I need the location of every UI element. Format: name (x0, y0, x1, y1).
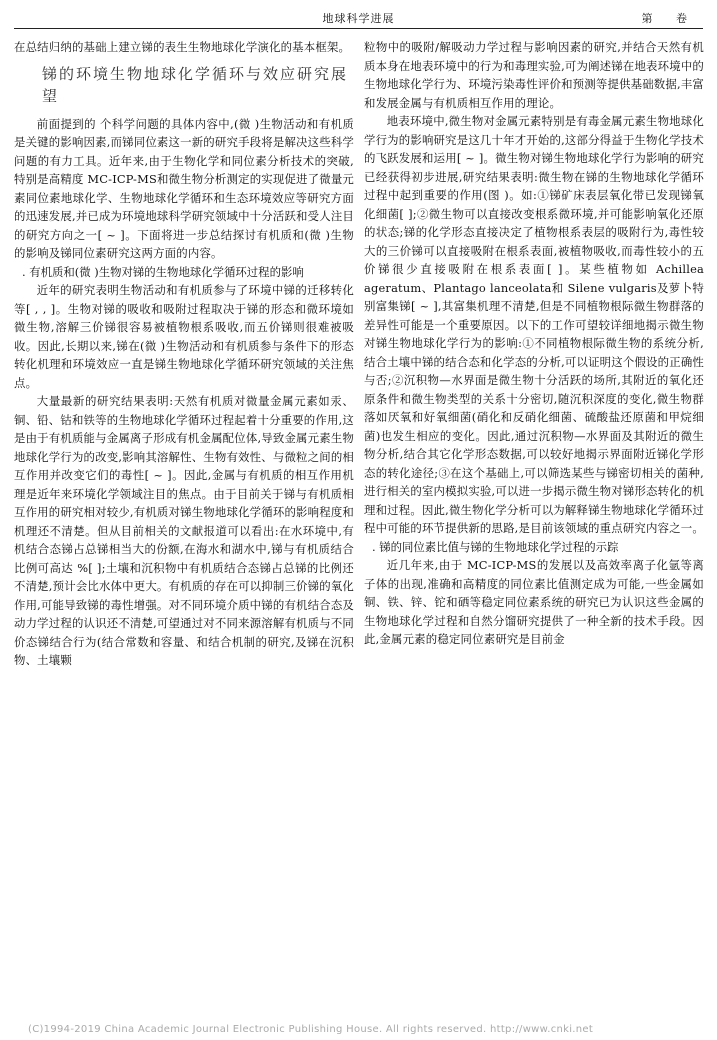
subsection-heading: . 锑的同位素比值与锑的生物地球化学过程的示踪 (372, 539, 619, 554)
right-column (364, 38, 704, 649)
left-column (14, 38, 354, 670)
paragraph-continued: 粒物中的吸附/解吸动力学过程与影响因素的研究,并结合天然有机质本身在地表环境中的行为和毒理实验,可为阐述锑在地表环境中的生物地球化学行为、环境污染毒性评价和预测等提供基础数据,丰富和发展金属与有机质相互作用的理论。 (364, 40, 704, 110)
paragraph: 大量最新的研究结果表明:天然有机质对微量金属元素如汞、铜、铅、钴和铁等的生物地球化学循环过程起着十分重要的作用,这是由于有机质能与金属离子形成有机金属配位体,导致金属元素生物地球化学行为的改变,影响其溶解性、生物有效性、与微粒之间的相互作用并改变它们的毒性[ ~ ]。因此,金属与有机质的相互作用机理是近年来环境化学领域注目的焦点。由于目前关于锑与有机质相互作用的研究相对较少,有机质对锑生物地球化学循环的影响程度和机理还不清楚。但从目前相关的文献报道可以看出:在水环境中,有机结合态锑占总锑相当大的份额,在海水和湖水中,锑与有机质结合比例可高达 %[ ];土壤和沉积物中有机质结合态锑占总锑的比例还不清楚,预计会比水体中更大。有机质的存在可以抑制三价锑的氧化作用,可能导致锑的毒性增强。对不同环境介质中锑的有机结合态及动力学过程的认识还不清楚,可望通过对不同来源溶解有机质与不同价态锑结合行为(结合常数和容量、和结合机制的研究,及锑在沉积物、土壤颗 (14, 394, 354, 667)
copyright-watermark: (C)1994-2019 China Academic Journal Electronic Publishing House. All rights reserved. http://www.cnki.net (28, 1024, 594, 1035)
volume-label: 第 卷 (641, 12, 697, 25)
paragraph: 近年的研究表明生物活动和有机质参与了环境中锑的迁移转化等[ , , ]。生物对锑的吸收和吸附过程取决于锑的形态和微环境如微生物,溶解三价锑很容易被植物根系吸收,而五价锑则很难被吸收。因此,长期以来,锑在(微 )生物活动和有机质参与条件下的形态转化机理和环境效应一直是锑生物地球化学循环研究领域的关注焦点。 (14, 283, 354, 390)
paragraph: 近几年来,由于 MC-ICP-MS的发展以及高效率离子化氩等离子体的出现,准确和高精度的同位素比值测定成为可能,一些金属如铜、铁、锌、铊和硒等稳定同位素系统的研究已为认识这些金属的生物地球化学过程和自然分馏研究提供了一种全新的技术手段。因此,金属元素的稳定同位素研究是目前金 (364, 558, 704, 646)
journal-title: 地球科学进展 (322, 12, 395, 25)
page-header (14, 8, 703, 29)
paragraph: 地表环境中,微生物对金属元素特别是有毒金属元素生物地球化学行为的影响研究是这几十年才开始的,这部分得益于生物化学技术的飞跃发展和运用[ ~ ]。微生物对锑生物地球化学行为影响的研究已经获得初步进展,研究结果表明:微生物在锑的生物地球化学循环过程中起到重要的作用(图 )。如:①锑矿床表层氧化带已发现锑氧化细菌[ ];②微生物可以直接改变根系微环境,并可能影响氧化还原的状态;锑的化学形态直接决定了植物根系表层的吸附行为,毒性较大的三价锑可以直接吸附在根系表面,被植物吸收,而毒性较小的五价锑很少直接吸附在根系表面[ ]。某些植物如 Achillea ageratum、Plantago lanceolata和 Silene vulgaris及萝卜特别富集锑[ ~ ],其富集机理不清楚,但是不同植物根际微生物群落的差异性可能是一个重要原因。以下的工作可望较详细地揭示微生物对锑生物地球化学行为的影响:①不同植物根际微生物的系统分析,结合土壤中锑的结合态和化学态的分析,可以证明这个假设的正确性与否;②沉积物—水界面是微生物十分活跃的场所,其附近的氧化还原条件和微生物类型的关系十分密切,随沉积深度的变化,微生物群落如厌氧和好氧细菌(硝化和反硝化细菌、硫酸盐还原菌和甲烷细菌)也发生相应的变化。因此,通过沉积物—水界面及其附近的微生物分析,结合其它化学形态数据,可以较好地揭示界面附近锑化学形态的转化途径;③在这个基础上,可以筛选某些与锑密切相关的菌种,进行相关的室内模拟实验,可以进一步揭示微生物对锑形态转化的机理和过程。因此,微生物化学分析可以为解释锑生物地球化学循环过程中可能的环节提供新的思路,是目前该领域的重点研究内容之一。 (364, 114, 704, 535)
subsection-heading: . 有机质和(微 )生物对锑的生物地球化学循环过程的影响 (22, 264, 304, 279)
intro-paragraph: 在总结归纳的基础上建立锑的表生生物地球化学演化的基本框架。 (14, 40, 351, 54)
paragraph: 前面提到的 个科学问题的具体内容中,(微 )生物活动和有机质是关键的影响因素,而锑同位素这一新的研究手段将是解决这些科学问题的有力工具。近年来,由于生物化学和同位素分析技术的突破,特别是高精度 MC-ICP-MS和微生物分析测定的实现促进了微量元素同位素地球化学、生物地球化学循环和生态环境效应等研究方面的迅速发展,并已成为环境地球科学研究领域中十分活跃和受人注目的研究方向之一[ ~ ]。下面将进一步总结探讨有机质和(微 )生物的影响及锑同位素研究这两方面的内容。 (14, 116, 355, 260)
section-heading: 锑的环境生物地球化学循环与效应研究展望 (42, 64, 349, 105)
